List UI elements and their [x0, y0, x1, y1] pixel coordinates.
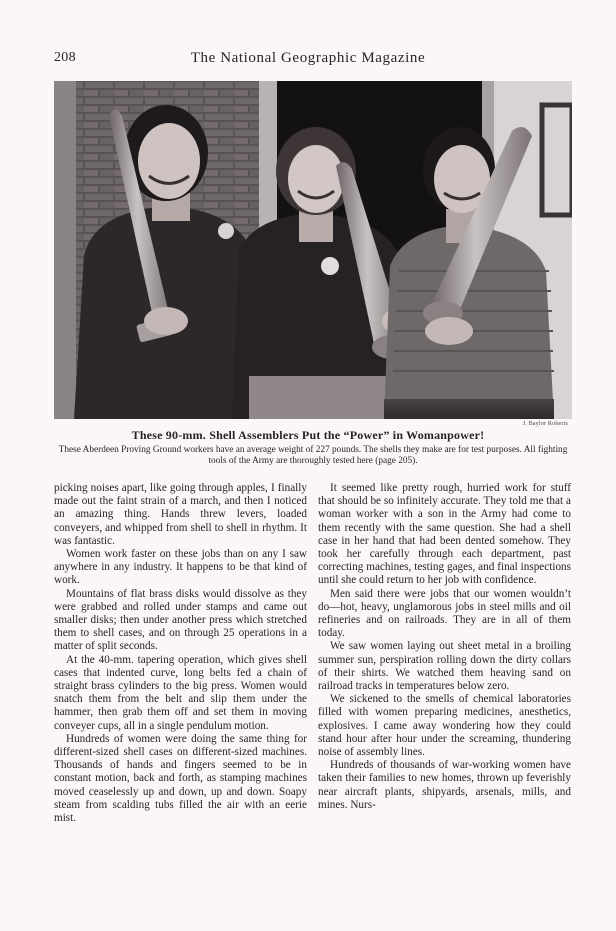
paragraph: picking noises apart, like going through apples, I finally made out the faint strain of a march, and then I noticed an amazing thing. Hands threw levers, loaded conveyers, and whipped from shell to shell in rhythm. It was fantastic. [54, 482, 307, 547]
paragraph: Women work faster on these jobs than on any I saw anywhere in any industry. It happens to be that kind of work. [54, 548, 307, 587]
photo-credit: J. Baylor Roberts [522, 421, 568, 427]
article-column-left [54, 482, 307, 825]
running-title: The National Geographic Magazine [190, 50, 426, 66]
photo-illustration [54, 81, 572, 419]
paragraph: We saw women laying out sheet metal in a broiling summer sun, perspiration rolling down the dirty collars of their shirts. We watched them heaving sand on railroad tracks in temperatures below zero. [318, 640, 571, 693]
paragraph: Men said there were jobs that our women wouldn’t do—hot, heavy, unglamorous jobs in steel mills and oil refineries and on railroads. They are in all of them today. [318, 587, 571, 640]
caption-body: These Aberdeen Proving Ground workers have an average weight of 227 pounds. The shells they make are for test purposes. All fighting tools of the Army are thoroughly tested here (page 205). [58, 445, 568, 466]
paragraph: Hundreds of thousands of war-working women have taken their families to new homes, thrown up feverishly near aircraft plants, shipyards, arsenals, mills, and mines. Nurs- [318, 759, 571, 811]
article-column-right [318, 482, 571, 812]
paragraph: It seemed like pretty rough, hurried work for stuff that should be so infinitely accurate. They told me that a woman worker with a son in the Army had come to them recently with the same question. She had a shell case in her hand that had been dented somehow. They took her carefully through each department, past correcting machines, testing gages, and final inspections until she could return to her job with confidence. [318, 482, 571, 587]
page-number: 208 [54, 50, 76, 65]
paragraph: Hundreds of women were doing the same thing for different-sized shell cases on different-sized machines. Thousands of hands and fingers seemed to be in constant motion, back and forth, as stamping machines moved ceaselessly up and down, up and down. Soapy steam from scalding tubs filled the air with an eerie mist. [54, 732, 307, 825]
photograph [54, 81, 572, 419]
paragraph: Mountains of flat brass disks would dissolve as they were grabbed and rolled under stamps and came out smaller disks; then under another press which stretched them to shell cases, and on through 25 operations in a matter of split seconds. [54, 587, 307, 653]
paragraph: We sickened to the smells of chemical laboratories filled with women preparing medicines, anesthetics, explosives. I came away wondering how they could stand hour after hour under the screaming, thundering noise of assembly lines. [318, 693, 571, 759]
caption-title: These 90-mm. Shell Assemblers Put the “Power” in Womanpower! [131, 428, 485, 442]
paragraph: At the 40-mm. tapering operation, which gives shell cases that indented curve, long belts fed a chain of straight brass cylinders to the big press. Women would snatch them from the belt and slip them under the hammer, then grab them off and set them in moving conveyer cups, all in a single pendulum motion. [54, 653, 307, 732]
